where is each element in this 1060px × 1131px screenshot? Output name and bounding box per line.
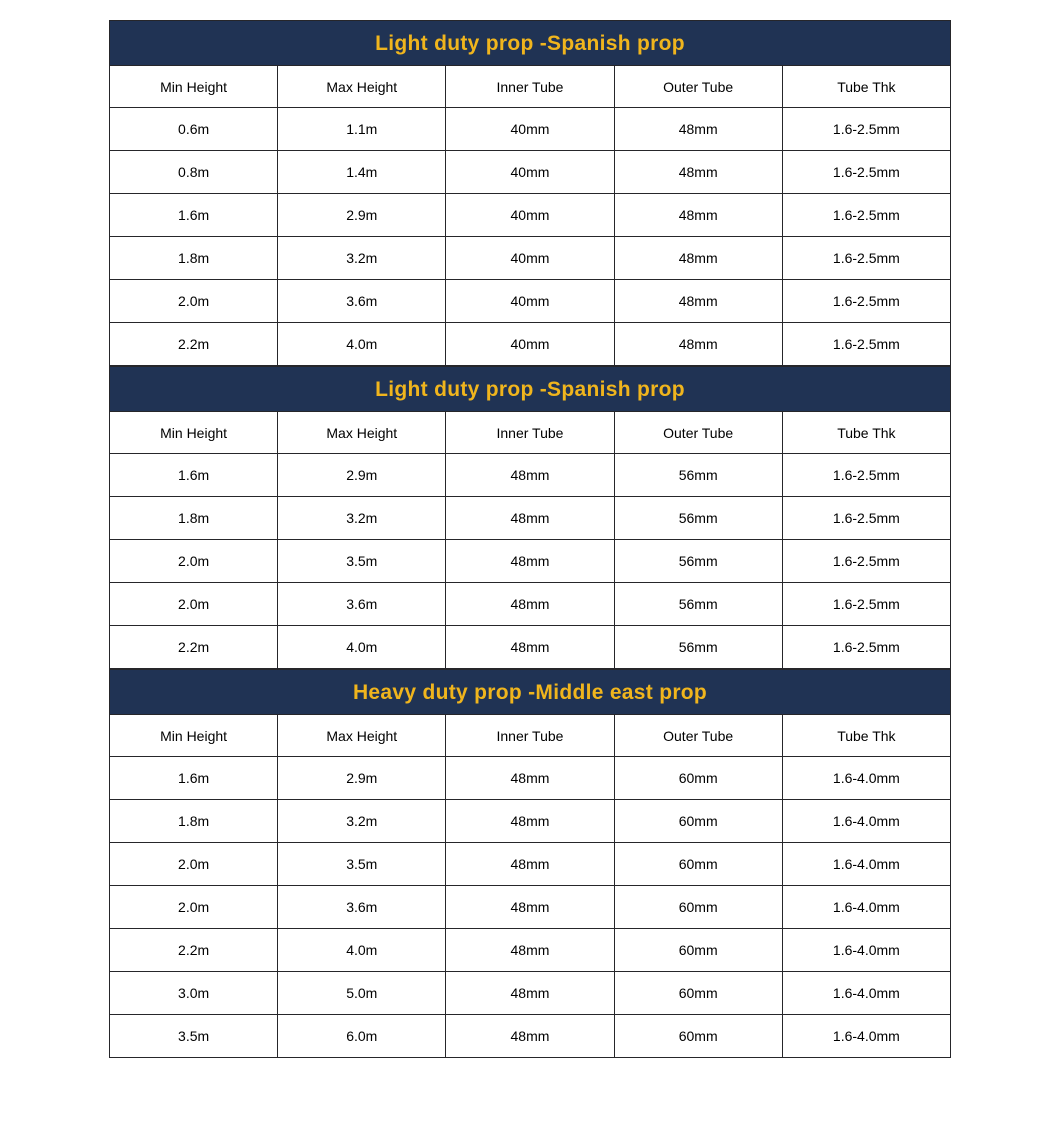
table-title-bar bbox=[109, 20, 951, 65]
spec-table bbox=[109, 65, 951, 366]
table-cell: 60mm bbox=[614, 1015, 782, 1058]
table-cell: 1.4m bbox=[278, 151, 446, 194]
table-cell: 1.6-2.5mm bbox=[782, 280, 950, 323]
table-cell: 48mm bbox=[446, 497, 614, 540]
table-cell: 3.0m bbox=[110, 972, 278, 1015]
table-cell: 1.6-2.5mm bbox=[782, 108, 950, 151]
table-row bbox=[110, 583, 951, 626]
prop-spec-sheet bbox=[109, 20, 951, 1058]
table-cell: 0.8m bbox=[110, 151, 278, 194]
table-row bbox=[110, 454, 951, 497]
table-cell: 2.0m bbox=[110, 540, 278, 583]
table-cell: 3.5m bbox=[110, 1015, 278, 1058]
table-cell: 48mm bbox=[614, 280, 782, 323]
table-row bbox=[110, 843, 951, 886]
table-row bbox=[110, 626, 951, 669]
table-cell: 40mm bbox=[446, 237, 614, 280]
table-cell: 48mm bbox=[446, 843, 614, 886]
table-cell: 40mm bbox=[446, 108, 614, 151]
table-cell: 56mm bbox=[614, 540, 782, 583]
table-title-bar bbox=[109, 669, 951, 714]
table-cell: 3.5m bbox=[278, 540, 446, 583]
header-row bbox=[110, 66, 951, 108]
table-cell: 1.6-2.5mm bbox=[782, 237, 950, 280]
table-cell: 2.0m bbox=[110, 886, 278, 929]
table-cell: 1.6m bbox=[110, 194, 278, 237]
column-header: Min Height bbox=[110, 66, 278, 108]
table-cell: 3.5m bbox=[278, 843, 446, 886]
table-cell: 48mm bbox=[614, 237, 782, 280]
table-section-heavy-duty bbox=[109, 669, 951, 1058]
column-header: Min Height bbox=[110, 715, 278, 757]
table-cell: 1.6-2.5mm bbox=[782, 626, 950, 669]
table-cell: 1.6-4.0mm bbox=[782, 1015, 950, 1058]
table-cell: 1.6-2.5mm bbox=[782, 194, 950, 237]
header-row bbox=[110, 412, 951, 454]
table-cell: 3.2m bbox=[278, 800, 446, 843]
header-row bbox=[110, 715, 951, 757]
table-row bbox=[110, 108, 951, 151]
column-header: Outer Tube bbox=[614, 715, 782, 757]
table-row bbox=[110, 497, 951, 540]
table-cell: 3.2m bbox=[278, 497, 446, 540]
table-title: Heavy duty prop -Middle east prop bbox=[352, 681, 708, 704]
column-header: Tube Thk bbox=[782, 715, 950, 757]
table-cell: 1.6-2.5mm bbox=[782, 583, 950, 626]
table-title-bar bbox=[109, 366, 951, 411]
table-row bbox=[110, 323, 951, 366]
table-title: Light duty prop -Spanish prop bbox=[375, 378, 685, 401]
column-header: Tube Thk bbox=[782, 412, 950, 454]
column-header: Max Height bbox=[278, 715, 446, 757]
table-cell: 2.0m bbox=[110, 280, 278, 323]
table-cell: 40mm bbox=[446, 323, 614, 366]
table-cell: 1.6-4.0mm bbox=[782, 929, 950, 972]
table-row bbox=[110, 1015, 951, 1058]
table-cell: 48mm bbox=[446, 583, 614, 626]
table-cell: 1.8m bbox=[110, 497, 278, 540]
table-cell: 3.6m bbox=[278, 583, 446, 626]
table-cell: 3.6m bbox=[278, 280, 446, 323]
table-cell: 48mm bbox=[614, 151, 782, 194]
table-row bbox=[110, 886, 951, 929]
table-cell: 1.6m bbox=[110, 454, 278, 497]
table-cell: 4.0m bbox=[278, 323, 446, 366]
column-header: Outer Tube bbox=[614, 412, 782, 454]
column-header: Inner Tube bbox=[446, 66, 614, 108]
table-cell: 48mm bbox=[446, 800, 614, 843]
table-cell: 2.9m bbox=[278, 757, 446, 800]
table-cell: 2.0m bbox=[110, 583, 278, 626]
table-cell: 60mm bbox=[614, 886, 782, 929]
table-cell: 48mm bbox=[446, 972, 614, 1015]
table-cell: 4.0m bbox=[278, 626, 446, 669]
table-cell: 1.8m bbox=[110, 800, 278, 843]
table-cell: 0.6m bbox=[110, 108, 278, 151]
column-header: Outer Tube bbox=[614, 66, 782, 108]
table-cell: 1.6-4.0mm bbox=[782, 886, 950, 929]
table-cell: 1.6-2.5mm bbox=[782, 323, 950, 366]
table-section-light-duty-2 bbox=[109, 366, 951, 669]
column-header: Min Height bbox=[110, 412, 278, 454]
table-cell: 6.0m bbox=[278, 1015, 446, 1058]
table-cell: 56mm bbox=[614, 454, 782, 497]
table-cell: 5.0m bbox=[278, 972, 446, 1015]
spec-table bbox=[109, 714, 951, 1058]
table-cell: 3.6m bbox=[278, 886, 446, 929]
table-title: Light duty prop -Spanish prop bbox=[375, 32, 685, 55]
table-cell: 1.6-2.5mm bbox=[782, 497, 950, 540]
table-cell: 60mm bbox=[614, 757, 782, 800]
table-cell: 48mm bbox=[446, 626, 614, 669]
column-header: Inner Tube bbox=[446, 412, 614, 454]
column-header: Max Height bbox=[278, 412, 446, 454]
table-cell: 56mm bbox=[614, 626, 782, 669]
table-row bbox=[110, 540, 951, 583]
table-cell: 2.0m bbox=[110, 843, 278, 886]
table-cell: 48mm bbox=[446, 886, 614, 929]
table-cell: 48mm bbox=[446, 757, 614, 800]
table-cell: 4.0m bbox=[278, 929, 446, 972]
table-cell: 40mm bbox=[446, 151, 614, 194]
table-cell: 48mm bbox=[614, 108, 782, 151]
table-cell: 40mm bbox=[446, 280, 614, 323]
table-row bbox=[110, 237, 951, 280]
table-cell: 1.6-4.0mm bbox=[782, 800, 950, 843]
table-cell: 2.9m bbox=[278, 454, 446, 497]
table-cell: 1.1m bbox=[278, 108, 446, 151]
table-row bbox=[110, 757, 951, 800]
table-row bbox=[110, 280, 951, 323]
table-cell: 1.6-4.0mm bbox=[782, 972, 950, 1015]
table-cell: 48mm bbox=[446, 1015, 614, 1058]
column-header: Max Height bbox=[278, 66, 446, 108]
table-cell: 1.6-4.0mm bbox=[782, 757, 950, 800]
table-cell: 60mm bbox=[614, 800, 782, 843]
table-cell: 2.9m bbox=[278, 194, 446, 237]
table-cell: 40mm bbox=[446, 194, 614, 237]
table-cell: 2.2m bbox=[110, 929, 278, 972]
table-cell: 60mm bbox=[614, 929, 782, 972]
table-cell: 2.2m bbox=[110, 323, 278, 366]
column-header: Tube Thk bbox=[782, 66, 950, 108]
table-row bbox=[110, 151, 951, 194]
table-cell: 3.2m bbox=[278, 237, 446, 280]
table-cell: 48mm bbox=[446, 454, 614, 497]
table-cell: 60mm bbox=[614, 843, 782, 886]
table-cell: 1.6-2.5mm bbox=[782, 151, 950, 194]
table-cell: 56mm bbox=[614, 497, 782, 540]
spec-table bbox=[109, 411, 951, 669]
table-row bbox=[110, 194, 951, 237]
table-row bbox=[110, 972, 951, 1015]
table-row bbox=[110, 800, 951, 843]
table-section-light-duty-1 bbox=[109, 20, 951, 366]
table-cell: 48mm bbox=[446, 540, 614, 583]
table-row bbox=[110, 929, 951, 972]
table-cell: 48mm bbox=[446, 929, 614, 972]
column-header: Inner Tube bbox=[446, 715, 614, 757]
table-cell: 60mm bbox=[614, 972, 782, 1015]
table-cell: 56mm bbox=[614, 583, 782, 626]
table-cell: 1.6-2.5mm bbox=[782, 454, 950, 497]
table-cell: 48mm bbox=[614, 323, 782, 366]
table-cell: 1.8m bbox=[110, 237, 278, 280]
table-cell: 1.6m bbox=[110, 757, 278, 800]
table-cell: 1.6-2.5mm bbox=[782, 540, 950, 583]
table-cell: 1.6-4.0mm bbox=[782, 843, 950, 886]
table-cell: 2.2m bbox=[110, 626, 278, 669]
table-cell: 48mm bbox=[614, 194, 782, 237]
